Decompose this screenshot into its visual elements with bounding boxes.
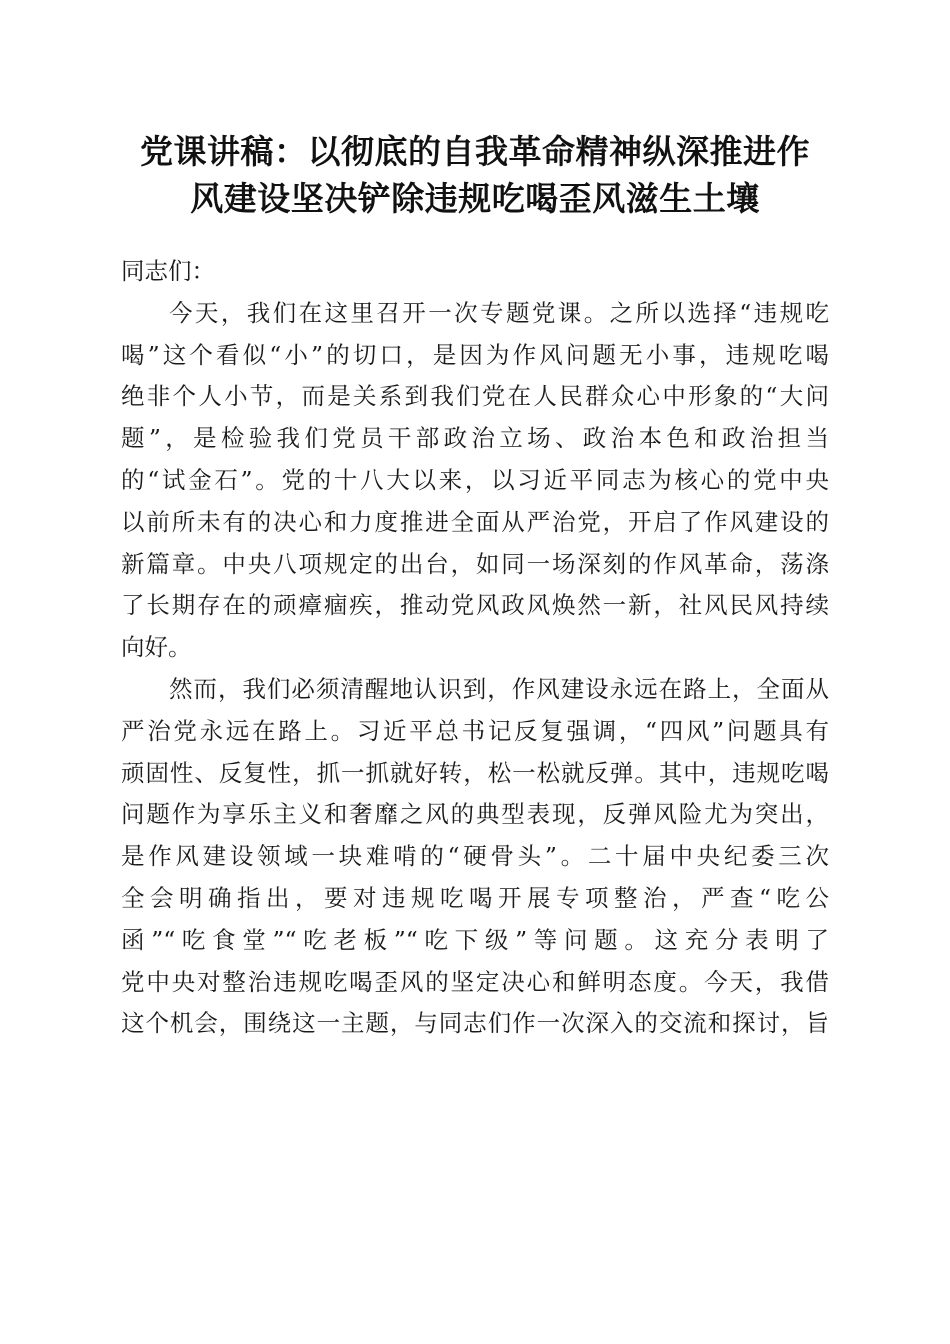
paragraph-line: 的“试金石”。党的十八大以来，以习近平同志为核心的党中央 [121, 465, 829, 494]
paragraph-line: 喝”这个看似“小”的切口，是因为作风问题无小事，违规吃喝 [121, 340, 829, 369]
paragraph-line: 绝非个人小节，而是关系到我们党在人民群众心中形象的“大问 [121, 382, 829, 411]
paragraph-line: 是作风建设领域一块难啃的“硬骨头”。二十届中央纪委三次 [121, 842, 829, 871]
paragraph-line: 这个机会，围绕这一主题，与同志们作一次深入的交流和探讨，旨 [121, 1009, 829, 1038]
title-line-1: 党课讲稿：以彻底的自我革命精神纵深推进作 [140, 132, 810, 171]
paragraph-line: 题”，是检验我们党员干部政治立场、政治本色和政治担当 [121, 424, 829, 453]
paragraph-line: 新篇章。中央八项规定的出台，如同一场深刻的作风革命，荡涤 [121, 549, 829, 578]
paragraph-line: 党中央对整治违规吃喝歪风的坚定决心和鲜明态度。今天，我借 [121, 967, 829, 996]
paragraph-line: 向好。 [121, 633, 192, 662]
paragraph-line: 严治党永远在路上。习近平总书记反复强调，“四风”问题具有 [121, 716, 829, 745]
paragraph-line: 了长期存在的顽瘴痼疾，推动党风政风焕然一新，社风民风持续 [121, 591, 829, 620]
document-title [100, 128, 850, 222]
salutation: 同志们： [121, 257, 215, 285]
paragraph-line: 函”“吃食堂”“吃老板”“吃下级”等问题。这充分表明了 [121, 925, 829, 954]
paragraph-line: 问题作为享乐主义和奢靡之风的典型表现，反弹风险尤为突出， [121, 800, 829, 829]
paragraph-line: 以前所未有的决心和力度推进全面从严治党，开启了作风建设的 [121, 507, 829, 536]
paragraph-line: 然而，我们必须清醒地认识到，作风建设永远在路上，全面从 [169, 674, 829, 703]
paragraph-line: 今天，我们在这里召开一次专题党课。之所以选择“违规吃 [169, 298, 829, 327]
paragraph-line: 全会明确指出，要对违规吃喝开展专项整治，严查“吃公 [121, 883, 829, 912]
title-line-2: 风建设坚决铲除违规吃喝歪风滋生土壤 [190, 179, 760, 218]
document-body [121, 251, 829, 1045]
paragraph-1 [121, 293, 829, 669]
paragraph-2 [121, 669, 829, 1045]
paragraph-line: 顽固性、反复性，抓一抓就好转，松一松就反弹。其中，违规吃喝 [121, 758, 829, 787]
